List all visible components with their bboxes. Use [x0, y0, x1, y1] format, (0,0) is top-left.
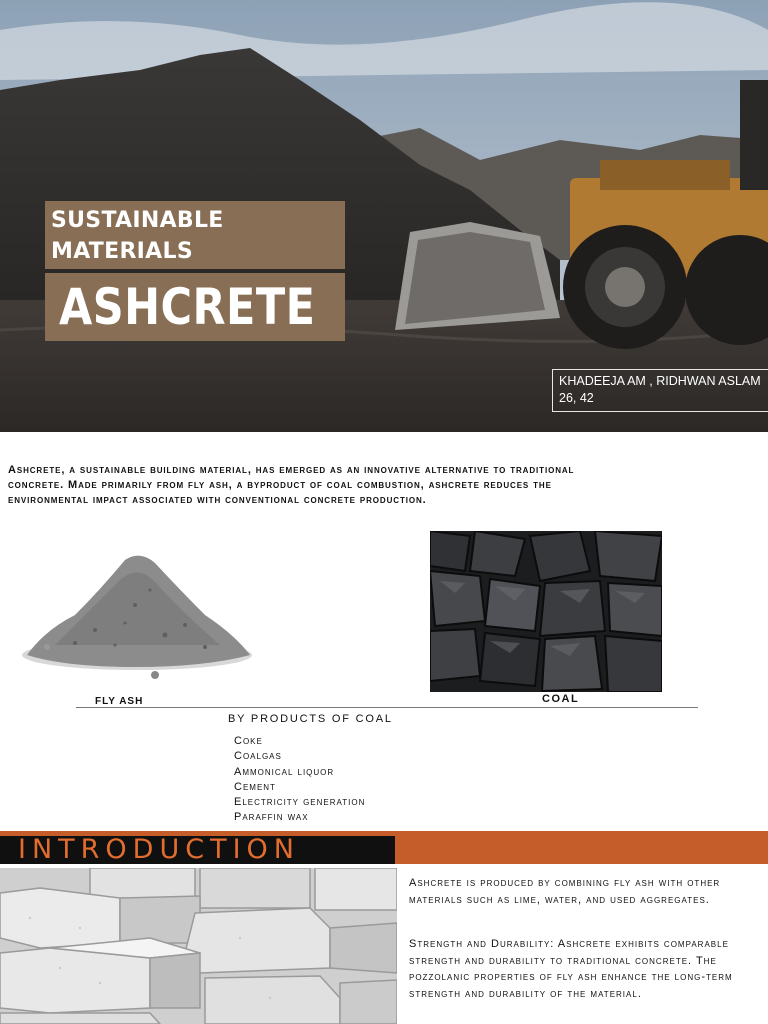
ashcrete-blocks-image [0, 868, 397, 1024]
list-item: Cement [234, 780, 276, 793]
title-box-main [45, 273, 345, 341]
byproducts-title: BY PRODUCTS OF COAL [228, 713, 393, 725]
authors-roll-numbers: 26, 42 [559, 391, 594, 405]
coal-image [430, 531, 662, 692]
fly-ash-caption: FLY ASH [95, 696, 144, 707]
title-box-subtitle [45, 201, 345, 269]
list-item: Coke [234, 735, 263, 747]
list-item: Ammonical liquor [234, 765, 335, 778]
list-item: Paraffin wax [234, 811, 309, 824]
title-line-1: SUSTAINABLE [51, 208, 224, 233]
section-divider [76, 707, 698, 708]
hero-banner [0, 0, 768, 432]
intro-section-paragraph-2: Strength and Durability: Ashcrete exhibits comparable strength and durability to traditional concrete. The pozzolanic properties of fly ash enhance the long-term strength and durability of the material. [409, 938, 733, 1000]
authors-box [552, 369, 768, 412]
intro-paragraph: Ashcrete, a sustainable building material, has emerged as an innovative alternative to traditional concrete. Made primarily from fly ash, a byproduct of coal combustion, ashcrete reduces the environmental impact associated with conventional concrete production. [8, 464, 575, 506]
list-item: Electricity generation [234, 796, 366, 809]
coal-caption: COAL [542, 693, 580, 705]
main-title: ASHCRETE [59, 278, 316, 336]
authors-names: KHADEEJA AM , RIDHWAN ASLAM [559, 374, 761, 388]
intro-section-paragraph-1: Ashcrete is produced by combining fly ash with other materials such as lime, water, and used aggregates. [409, 877, 721, 906]
fly-ash-image [5, 535, 267, 690]
byproducts-list [234, 734, 365, 826]
section-heading: INTRODUCTION [18, 834, 300, 865]
list-item: Coalgas [234, 750, 282, 763]
title-line-2: MATERIALS [51, 239, 193, 264]
